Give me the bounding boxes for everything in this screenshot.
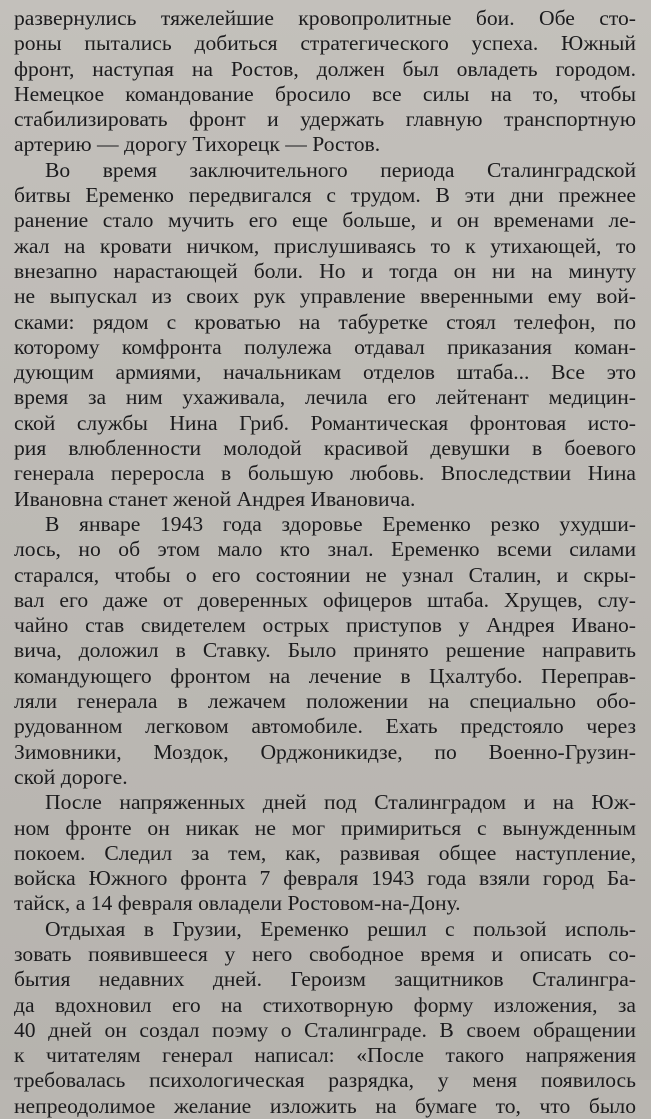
text-line: ранение стало мучить его еще больше, и он временами ле- (14, 208, 636, 233)
text-line: фронт, наступая на Ростов, должен был овладеть городом. (14, 56, 636, 81)
text-line: старался, чтобы о его состоянии не узнал Сталин, и скры- (14, 562, 636, 587)
text-line: дующим армиями, начальникам отделов штаба... Все это (14, 360, 636, 385)
text-line: развернулись тяжелейшие кровопролитные бои. Обе сто- (14, 6, 636, 30)
text-line: вича, доложил в Ставку. Было принято решение направить (14, 638, 636, 663)
text-line: внезапно нарастающей боли. Но и тогда он ни на минуту (14, 258, 636, 283)
text-line: вал его даже от доверенных офицеров штаба. Хрущев, слу- (14, 587, 636, 612)
text-line: лось, но об этом мало кто знал. Еременко всеми силами (14, 537, 636, 562)
text-line: бытия недавних дней. Героизм защитников Сталингра- (14, 967, 636, 992)
text-line: войска Южного фронта 7 февраля 1943 года взяли город Ба- (14, 866, 636, 891)
text-line: зовать появившееся у него свободное время и описать со- (14, 941, 636, 966)
text-line: жал на кровати ничком, прислушиваясь то к утихающей, то (14, 233, 636, 258)
paragraph (14, 917, 636, 1119)
paragraph (14, 158, 636, 512)
text-line: 40 дней он создал поэму о Сталинграде. В своем обращении (14, 1017, 636, 1042)
text-line: артерию — дорогу Тихорецк — Ростов. (14, 132, 381, 157)
text-line: Во время заключительного периода Сталинградской (45, 157, 636, 182)
text-line: генерала переросла в большую любовь. Впоследствии Нина (14, 461, 636, 486)
text-line: стабилизировать фронт и удержать главную транспортную (14, 107, 636, 132)
text-line: рудованном легковом автомобиле. Ехать предстояло через (14, 714, 636, 739)
text-line: которому комфронта полулежа отдавал приказания коман- (14, 334, 636, 359)
text-line: требовалась психологическая разрядка, у меня появилось (14, 1068, 636, 1093)
text-line: Немецкое командование бросило все силы на то, чтобы (14, 81, 636, 106)
text-line: Отдыхая в Грузии, Еременко решил с пользой исполь- (45, 916, 636, 941)
text-line: После напряженных дней под Сталинградом и на Юж- (45, 790, 636, 815)
paragraph (14, 790, 636, 916)
text-line: командующего фронтом на лечение в Цхалтубо. Переправ- (14, 663, 636, 688)
text-line: непреодолимое желание изложить на бумаге то, что было (14, 1093, 636, 1118)
text-line: рия влюбленности молодой красивой девушки в боевого (14, 436, 636, 461)
paragraph (14, 6, 636, 158)
text-line: битвы Еременко передвигался с трудом. В эти дни прежнее (14, 183, 636, 208)
text-line: Ивановна станет женой Андрея Ивановича. (14, 486, 416, 511)
text-line: ляли генерала в лежачем положении на специально обо- (14, 689, 636, 714)
text-line: Зимовники, Моздок, Орджоникидзе, по Военно-Грузин- (14, 739, 636, 764)
text-line: ской дороге. (14, 764, 128, 789)
paragraph (14, 512, 636, 790)
text-line: роны пытались добиться стратегического успеха. Южный (14, 31, 636, 56)
text-line: В январе 1943 года здоровье Еременко резко ухудши- (45, 511, 636, 536)
text-line: ской службы Нина Гриб. Романтическая фронтовая исто- (14, 410, 636, 435)
text-line: покоем. Следил за тем, как, развивая общее наступление, (14, 840, 636, 865)
text-line: чайно став свидетелем острых приступов у Андрея Ивано- (14, 613, 636, 638)
text-line: ном фронте он никак не мог примириться с вынужденным (14, 815, 636, 840)
text-line: да вдохновил его на стихотворную форму изложения, за (14, 992, 636, 1017)
page-text (14, 6, 636, 1119)
text-line: не выпускал из своих рук управление вверенными ему вой- (14, 284, 636, 309)
text-line: время за ним ухаживала, лечила его лейтенант медицин- (14, 385, 636, 410)
text-line: тайск, а 14 февраля овладели Ростовом-на-Дону. (14, 891, 461, 916)
text-line: к читателям генерал написал: «После такого напряжения (14, 1043, 636, 1068)
text-line: сками: рядом с кроватью на табуретке стоял телефон, по (14, 309, 636, 334)
